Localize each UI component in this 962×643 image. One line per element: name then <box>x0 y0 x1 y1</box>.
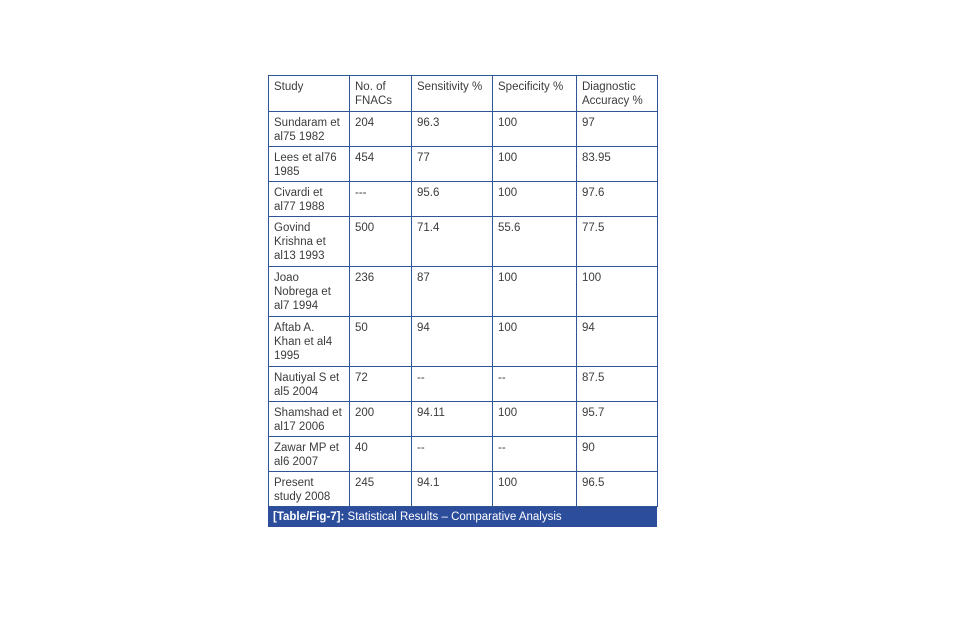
cell-sensitivity: 94.1 <box>412 472 493 507</box>
cell-accuracy: 95.7 <box>577 402 658 437</box>
cell-sensitivity: 77 <box>412 147 493 182</box>
cell-fnacs: 500 <box>350 217 412 267</box>
cell-accuracy: 100 <box>577 267 658 317</box>
comparative-results-table <box>268 75 658 507</box>
cell-study: Nautiyal S et al5 2004 <box>269 367 350 402</box>
table-row <box>269 267 658 317</box>
table-row <box>269 317 658 367</box>
header-sensitivity: Sensitivity % <box>412 76 493 112</box>
cell-accuracy: 97.6 <box>577 182 658 217</box>
header-study: Study <box>269 76 350 112</box>
cell-study: Joao Nobrega et al7 1994 <box>269 267 350 317</box>
table-row <box>269 367 658 402</box>
cell-accuracy: 94 <box>577 317 658 367</box>
cell-specificity: 55.6 <box>493 217 577 267</box>
table-body <box>269 112 658 507</box>
cell-sensitivity: 95.6 <box>412 182 493 217</box>
cell-specificity: 100 <box>493 147 577 182</box>
table-row <box>269 472 658 507</box>
table-figure <box>268 75 657 527</box>
header-specificity: Specificity % <box>493 76 577 112</box>
cell-specificity: 100 <box>493 317 577 367</box>
table-row <box>269 217 658 267</box>
cell-sensitivity: 94.11 <box>412 402 493 437</box>
cell-study: Civardi et al77 1988 <box>269 182 350 217</box>
cell-study: Present study 2008 <box>269 472 350 507</box>
cell-sensitivity: -- <box>412 367 493 402</box>
cell-study: Govind Krishna et al13 1993 <box>269 217 350 267</box>
table-row <box>269 402 658 437</box>
cell-sensitivity: 87 <box>412 267 493 317</box>
cell-accuracy: 83.95 <box>577 147 658 182</box>
table-row <box>269 182 658 217</box>
cell-fnacs: 454 <box>350 147 412 182</box>
cell-specificity: 100 <box>493 182 577 217</box>
table-row <box>269 147 658 182</box>
cell-specificity: 100 <box>493 402 577 437</box>
cell-fnacs: 72 <box>350 367 412 402</box>
cell-fnacs: 236 <box>350 267 412 317</box>
cell-fnacs: --- <box>350 182 412 217</box>
cell-study: Aftab A. Khan et al4 1995 <box>269 317 350 367</box>
table-row <box>269 112 658 147</box>
table-row <box>269 437 658 472</box>
table-caption <box>268 507 657 527</box>
cell-study: Lees et al76 1985 <box>269 147 350 182</box>
header-diagnostic-accuracy: Diagnostic Accuracy % <box>577 76 658 112</box>
cell-fnacs: 200 <box>350 402 412 437</box>
cell-accuracy: 97 <box>577 112 658 147</box>
caption-text: Statistical Results – Comparative Analysis <box>344 511 562 523</box>
cell-accuracy: 77.5 <box>577 217 658 267</box>
cell-fnacs: 50 <box>350 317 412 367</box>
cell-fnacs: 204 <box>350 112 412 147</box>
cell-sensitivity: 71.4 <box>412 217 493 267</box>
caption-tag: [Table/Fig-7]: <box>273 511 345 523</box>
cell-sensitivity: 94 <box>412 317 493 367</box>
cell-study: Zawar MP et al6 2007 <box>269 437 350 472</box>
cell-accuracy: 96.5 <box>577 472 658 507</box>
cell-fnacs: 40 <box>350 437 412 472</box>
cell-sensitivity: 96.3 <box>412 112 493 147</box>
table-header-row <box>269 76 658 112</box>
cell-accuracy: 90 <box>577 437 658 472</box>
header-no-of-fnacs: No. of FNACs <box>350 76 412 112</box>
cell-specificity: -- <box>493 367 577 402</box>
cell-fnacs: 245 <box>350 472 412 507</box>
cell-specificity: 100 <box>493 472 577 507</box>
cell-accuracy: 87.5 <box>577 367 658 402</box>
cell-specificity: 100 <box>493 267 577 317</box>
cell-study: Shamshad et al17 2006 <box>269 402 350 437</box>
cell-study: Sundaram et al75 1982 <box>269 112 350 147</box>
cell-specificity: -- <box>493 437 577 472</box>
cell-sensitivity: -- <box>412 437 493 472</box>
cell-specificity: 100 <box>493 112 577 147</box>
